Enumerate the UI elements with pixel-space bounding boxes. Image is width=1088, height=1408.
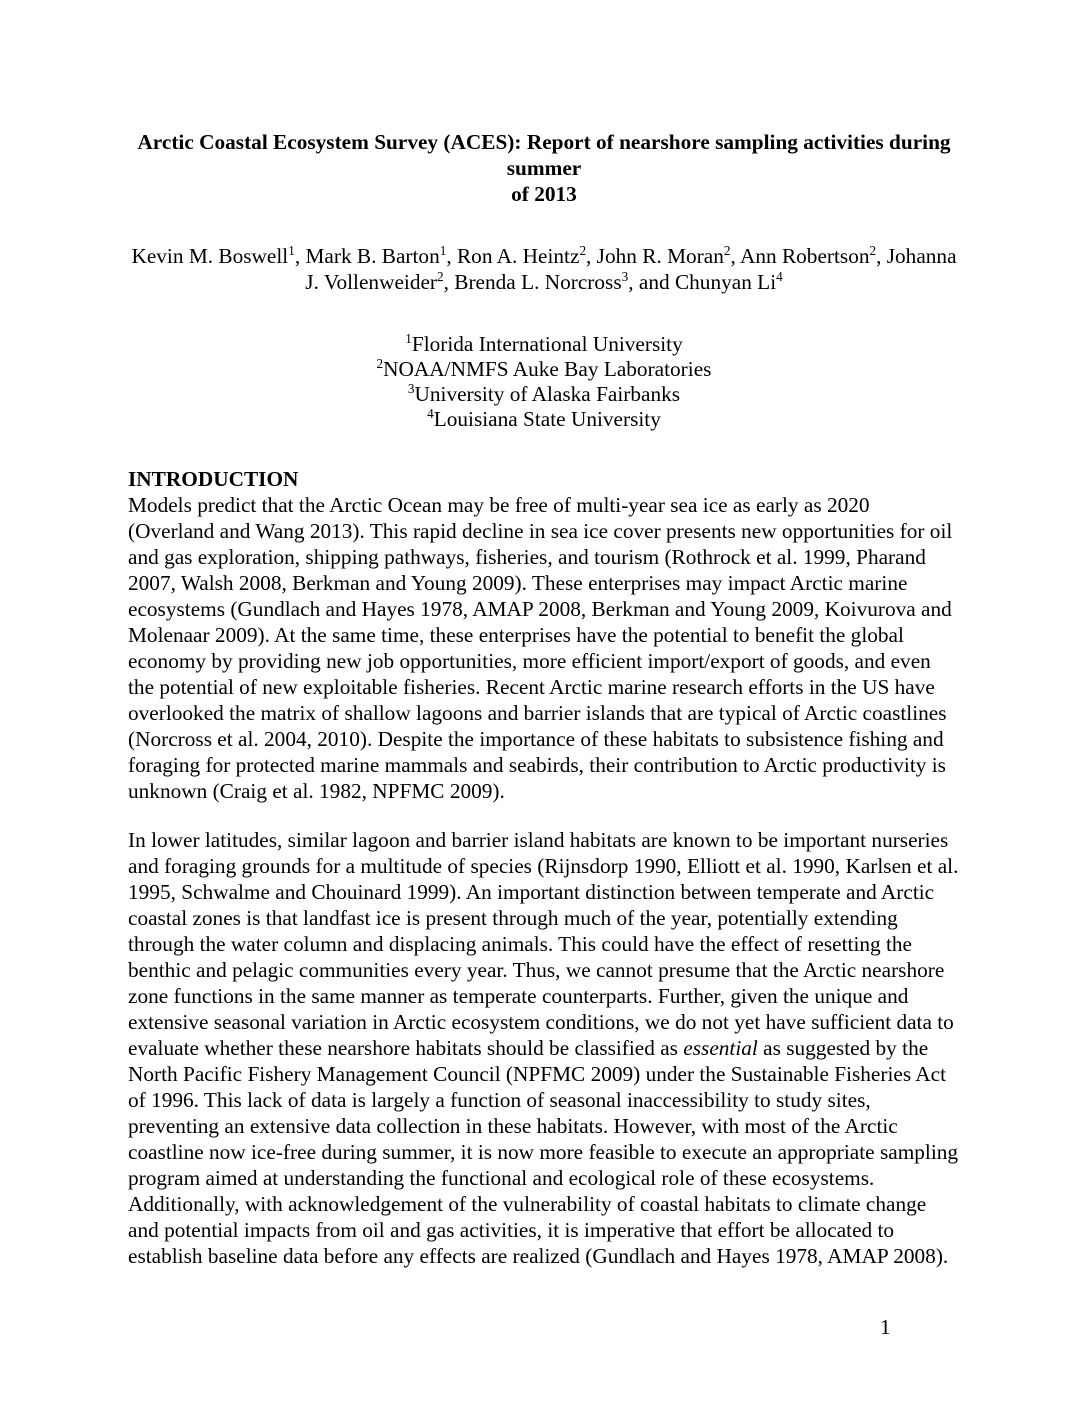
document-title-line-1: Arctic Coastal Ecosystem Survey (ACES): Report of nearshore sampling activities during summer <box>137 130 951 180</box>
introduction-section <box>128 466 960 1269</box>
affiliation-line: $^3$University of Alaska Fairbanks <box>407 380 681 406</box>
superscript: 3 <box>407 380 415 396</box>
affiliation-line: $^4$Louisiana State University <box>427 405 661 431</box>
author-list: Kevin M. Boswell$^1$, Mark B. Barton$^1$, Ron A. Heintz$^2$, John R. Moran$^2$, Ann Robertson$^2$, Johanna J. Vollenweider$^2$, Brenda L. Norcross$^3$, and Chunyan Li$^4$ <box>131 242 957 294</box>
superscript: 2 <box>376 355 384 371</box>
page-number: 1 <box>880 1315 891 1339</box>
superscript: 1 <box>405 330 412 346</box>
superscript: 4 <box>776 268 783 284</box>
superscript: 3 <box>621 268 629 284</box>
superscript: 4 <box>427 405 434 421</box>
affiliation-list <box>128 332 960 432</box>
superscript: 2 <box>437 268 444 284</box>
superscript: 2 <box>869 242 877 258</box>
introduction-paragraphs <box>128 492 960 1269</box>
body-paragraph: Models predict that the Arctic Ocean may be free of multi-year sea ice as early as 2020 (Overland and Wang 2013). This rapid decline in sea ice cover presents new opportunities for oil and gas exploration, shipping pathways, fisheries, and tourism (Rothrock et al. 1999, Pharand 2007, Walsh 2008, Berkman and Young 2009). These enterprises may impact Arctic marine ecosystems (Gundlach and Hayes 1978, AMAP 2008, Berkman and Young 2009, Koivurova and Molenaar 2009). At the same time, these enterprises have the potential to benefit the global economy by providing new job opportunities, more efficient import/export of goods, and even the potential of new exploitable fisheries. Recent Arctic marine research efforts in the US have overlooked the matrix of shallow lagoons and barrier islands that are typical of Arctic coastlines (Norcross et al. 2004, 2010). Despite the importance of these habitats to subsistence fishing and foraging for protected marine mammals and seabirds, their contribution to Arctic productivity is unknown (Craig et al. 1982, NPFMC 2009). <box>128 493 953 803</box>
document-title-line-2: of 2013 <box>511 182 577 206</box>
superscript: 2 <box>579 242 587 258</box>
superscript: 1 <box>288 242 295 258</box>
affiliation-line: $^2$NOAA/NMFS Auke Bay Laboratories <box>376 355 712 381</box>
document-title <box>128 129 960 207</box>
section-heading-introduction: INTRODUCTION <box>128 467 299 491</box>
affiliation-line: $^1$Florida International University <box>405 330 683 356</box>
superscript: 1 <box>439 242 447 258</box>
body-paragraph: In lower latitudes, similar lagoon and barrier island habitats are known to be important nurseries and foraging grounds for a multitude of species (Rijnsdorp 1990, Elliott et al. 1990, Karlsen et al. 1995, Schwalme and Chouinard 1999). An important distinction between temperate and Arctic coastal zones is that landfast ice is present through much of the year, potentially extending through the water column and displacing animals. This could have the effect of resetting the benthic and pelagic communities every year. Thus, we cannot presume that the Arctic nearshore zone functions in the same manner as temperate counterparts. Further, given the unique and extensive seasonal variation in Arctic ecosystem conditions, we do not yet have sufficient data to evaluate whether these nearshore habitats should be classified as essential as suggested by the North Pacific Fishery Management Council (NPFMC 2009) under the Sustainable Fisheries Act of 1996. This lack of data is largely a function of seasonal inaccessibility to study sites, preventing an extensive data collection in these habitats. However, with most of the Arctic coastline now ice-free during summer, it is now more feasible to execute an appropriate sampling program aimed at understanding the functional and ecological role of these ecosystems. Additionally, with acknowledgement of the vulnerability of coastal habitats to climate change and potential impacts from oil and gas activities, it is imperative that effort be allocated to establish baseline data before any effects are realized (Gundlach and Hayes 1978, AMAP 2008). <box>128 828 959 1268</box>
superscript: 2 <box>723 242 731 258</box>
emphasized-text: essential <box>683 1036 758 1060</box>
